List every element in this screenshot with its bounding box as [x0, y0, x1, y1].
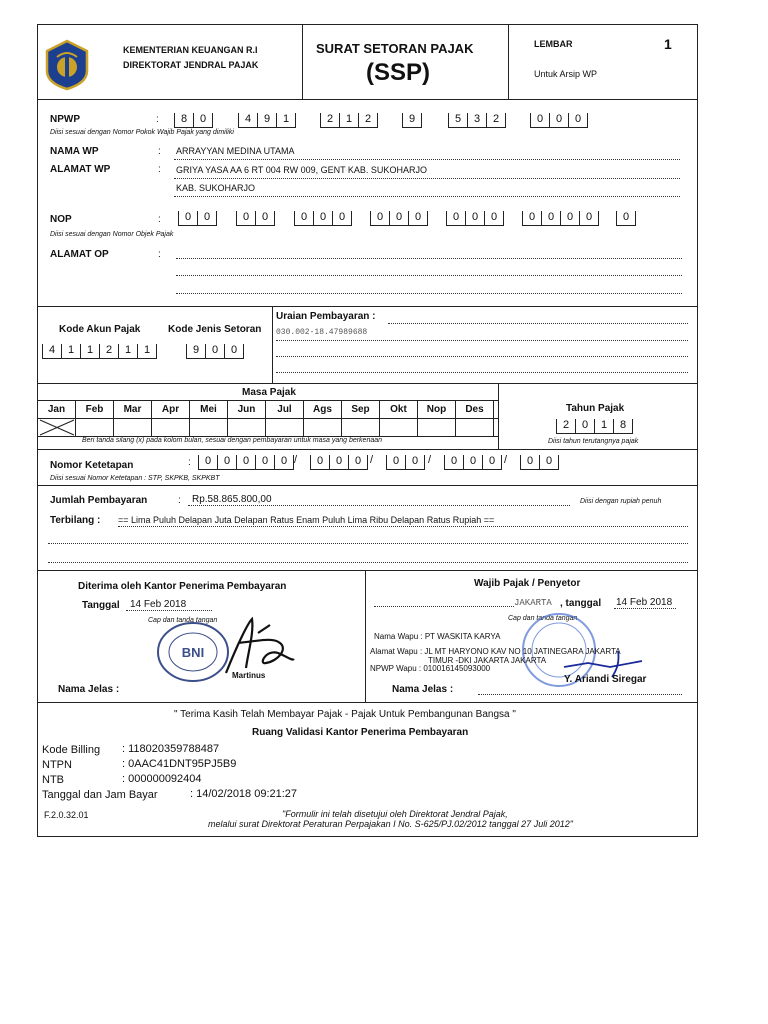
digit-box: 9: [408, 113, 416, 125]
digit-box: 0: [536, 113, 544, 125]
digit-box: 5: [454, 113, 462, 125]
alamat-wp-line2: KAB. SUKOHARJO: [176, 183, 256, 193]
digit-group: [446, 211, 504, 226]
digit-box: 0: [575, 419, 594, 433]
lembar-purpose: Untuk Arsip WP: [534, 69, 598, 79]
form-title: SURAT SETORAN PAJAK: [316, 41, 474, 56]
alamat-wapu: Alamat Wapu : JL MT HARYONO KAV NO 10 JATINEGARA JAKARTA: [370, 647, 621, 656]
form-number: F.2.0.32.01: [44, 810, 89, 820]
penerima-tanggal-value: 14 Feb 2018: [130, 599, 187, 610]
penerima-cap-note: Cap dan tanda tangan: [148, 617, 218, 624]
digit-group: [448, 113, 506, 128]
ntb-label: NTB: [42, 774, 64, 786]
npwp-wapu: NPWP Wapu : 010016145093000: [370, 664, 491, 673]
ketetapan-boxes: [198, 455, 618, 471]
digit-box: 9: [257, 113, 276, 127]
alamat-wp-label: ALAMAT WP: [50, 164, 111, 175]
terbilang-value: == Lima Puluh Delapan Juta Delapan Ratus Enam Puluh Lima Ribu Delapan Ratus Rupiah ==: [118, 515, 495, 525]
alamat-wapu-line2: TIMUR -DKI JAKARTA JAKARTA: [428, 656, 547, 665]
digit-group: [294, 211, 352, 226]
digit-box: 1: [118, 344, 137, 358]
nama-wp-value: ARRAYYAN MEDINA UTAMA: [176, 146, 295, 156]
digit-box: 1: [137, 344, 156, 358]
digit-group: [186, 344, 244, 359]
separator-slash: /: [428, 454, 432, 466]
npwp-colon: :: [156, 114, 159, 125]
digit-box: 0: [560, 211, 579, 225]
month-apr: Apr: [152, 401, 190, 418]
wajib-nama-label: Nama Jelas :: [392, 684, 454, 695]
month-nop: Nop: [418, 401, 456, 418]
month-checkbox-apr[interactable]: [152, 419, 190, 436]
month-checkbox-nop[interactable]: [418, 419, 456, 436]
digit-box: 1: [61, 344, 80, 358]
kode-billing-label: Kode Billing: [42, 744, 101, 756]
month-checkbox-jun[interactable]: [228, 419, 266, 436]
wajib-cap-note: Cap dan tanda tangan: [508, 615, 578, 622]
ketetapan-note: Diisi sesuai Nomor Ketetapan : STP, SKPKB, SKPKBT: [50, 475, 220, 482]
month-jun: Jun: [228, 401, 266, 418]
ketetapan-group: [444, 455, 502, 470]
digit-box: 0: [197, 211, 216, 225]
digit-box: 1: [80, 344, 99, 358]
masa-label: Masa Pajak: [242, 387, 296, 398]
digit-group: [320, 113, 378, 128]
month-checkbox-des[interactable]: [456, 419, 494, 436]
digit-box: 3: [467, 113, 486, 127]
kode-akun-boxes: [42, 344, 172, 360]
form-code: (SSP): [366, 59, 431, 86]
digit-box: 2: [562, 419, 570, 431]
digit-box: 0: [255, 211, 274, 225]
month-cell-row: [38, 419, 494, 436]
digit-box: 0: [332, 211, 351, 225]
penerima-tanggal-label: Tanggal: [82, 600, 120, 611]
digit-box: 0: [408, 211, 427, 225]
tanggal-bayar-label: Tanggal dan Jam Bayar: [42, 789, 158, 801]
penerima-signature-name: Martinus: [232, 671, 266, 680]
svg-text:BNI: BNI: [181, 645, 205, 660]
month-checkbox-feb[interactable]: [76, 419, 114, 436]
nop-label: NOP: [50, 214, 72, 225]
digit-box: 0: [622, 211, 630, 223]
digit-box: 9: [192, 344, 200, 356]
month-checkbox-ags[interactable]: [304, 419, 342, 436]
digit-group: [238, 113, 296, 128]
digit-box: 0: [205, 344, 224, 358]
digit-box: 4: [244, 113, 252, 125]
month-checkbox-jul[interactable]: [266, 419, 304, 436]
validasi-title: Ruang Validasi Kantor Penerima Pembayaran: [252, 727, 469, 738]
month-sep: Sep: [342, 401, 380, 418]
digit-box: 0: [463, 455, 482, 469]
digit-group: [42, 344, 157, 359]
ntpn-label: NTPN: [42, 759, 72, 771]
penerima-title: Diterima oleh Kantor Penerima Pembayaran: [78, 581, 287, 592]
digit-box: 0: [242, 211, 250, 223]
jumlah-colon: :: [178, 495, 181, 506]
digit-group: [174, 113, 213, 128]
kode-jenis-label: Kode Jenis Setoran: [168, 324, 262, 335]
digit-box: 0: [204, 455, 212, 467]
month-checkbox-mei[interactable]: [190, 419, 228, 436]
wajib-city: JAKARTA: [514, 598, 552, 608]
digit-box: 1: [276, 113, 295, 127]
digit-box: 0: [184, 211, 192, 223]
ministry-logo: [44, 39, 90, 91]
digit-box: 0: [465, 211, 484, 225]
tahun-boxes: [556, 419, 636, 435]
npwp-label: NPWP: [50, 114, 80, 125]
month-feb: Feb: [76, 401, 114, 418]
digit-box: 0: [376, 211, 384, 223]
digit-box: 0: [224, 344, 243, 358]
tahun-note: Diisi tahun terutangnya pajak: [548, 438, 639, 445]
digit-box: 0: [539, 455, 558, 469]
digit-box: 0: [316, 455, 324, 467]
kode-jenis-boxes: [186, 344, 256, 360]
separator-slash: /: [504, 454, 508, 466]
jumlah-value: Rp.58.865.800,00: [192, 494, 272, 505]
nop-boxes: [178, 211, 693, 227]
lembar-number: 1: [664, 36, 672, 52]
nama-wp-label: NAMA WP: [50, 146, 99, 157]
separator-slash: /: [370, 454, 374, 466]
digit-box: 0: [274, 455, 293, 469]
nop-note: Diisi sesuai dengan Nomor Objek Pajak: [50, 231, 174, 238]
npwp-note: Diisi sesuai dengan Nomor Pokok Wajib Pajak yang dimiliki: [50, 129, 234, 136]
digit-box: 0: [329, 455, 348, 469]
month-okt: Okt: [380, 401, 418, 418]
month-mar: Mar: [114, 401, 152, 418]
digit-group: [556, 419, 633, 434]
ministry-line2: DIREKTORAT JENDRAL PAJAK: [123, 60, 259, 70]
ketetapan-group: [310, 455, 368, 470]
month-header-row: [38, 401, 494, 418]
month-checkbox-mar[interactable]: [114, 419, 152, 436]
digit-box: 0: [484, 211, 503, 225]
tanggal-bayar-value: : 14/02/2018 09:21:27: [190, 788, 298, 800]
digit-group: [522, 211, 599, 226]
digit-group: [402, 113, 422, 128]
month-checkbox-okt[interactable]: [380, 419, 418, 436]
lembar-label: LEMBAR: [534, 39, 573, 49]
month-mei: Mei: [190, 401, 228, 418]
tahun-label: Tahun Pajak: [566, 403, 625, 414]
digit-box: 0: [568, 113, 587, 127]
jan-cross-mark: [38, 419, 76, 436]
digit-group: [236, 211, 275, 226]
ssp-form: [37, 24, 698, 837]
digit-box: 0: [541, 211, 560, 225]
digit-box: 0: [313, 211, 332, 225]
month-checkbox-sep[interactable]: [342, 419, 380, 436]
digit-box: 0: [528, 211, 536, 223]
month-jan: Jan: [38, 401, 76, 418]
alamat-wp-colon: :: [158, 164, 161, 175]
alamat-op-label: ALAMAT OP: [50, 249, 109, 260]
kode-akun-label: Kode Akun Pajak: [59, 324, 141, 335]
month-jul: Jul: [266, 401, 304, 418]
approval-line2: melalui surat Direktorat Peraturan Perpajakan I No. S-625/PJ.02/2012 tanggal 27 Juli 2012": [208, 819, 573, 829]
jumlah-label: Jumlah Pembayaran: [50, 495, 148, 506]
month-ags: Ags: [304, 401, 342, 418]
wajib-tanggal-label: , tanggal: [560, 598, 602, 609]
terbilang-label: Terbilang :: [50, 515, 101, 526]
digit-box: 0: [217, 455, 236, 469]
masa-note: Beri tanda silang (x) pada kolom bulan, sesuai dengan pembayaran untuk masa yang berkenaan: [82, 437, 383, 444]
digit-box: 1: [594, 419, 613, 433]
digit-box: 0: [482, 455, 501, 469]
digit-box: 1: [339, 113, 358, 127]
ketetapan-colon: :: [188, 457, 191, 468]
digit-box: 2: [486, 113, 505, 127]
approval-line1: "Formulir ini telah disetujui oleh Direktorat Jendral Pajak,: [282, 809, 508, 819]
digit-box: 0: [255, 455, 274, 469]
ketetapan-group: [386, 455, 425, 470]
digit-box: 0: [389, 211, 408, 225]
digit-box: 8: [613, 419, 632, 433]
nop-colon: :: [158, 214, 161, 225]
digit-box: 0: [450, 455, 458, 467]
ntpn-value: : 0AAC41DNT95PJ5B9: [122, 758, 237, 770]
digit-box: 0: [348, 455, 367, 469]
ketetapan-group: [198, 455, 294, 470]
digit-group: [530, 113, 588, 128]
nama-wapu: Nama Wapu : PT WASKITA KARYA: [374, 632, 501, 641]
ketetapan-label: Nomor Ketetapan: [50, 460, 134, 471]
digit-box: 0: [392, 455, 400, 467]
digit-box: 0: [300, 211, 308, 223]
uraian-value: 030.002-18.47989688: [276, 328, 368, 337]
digit-box: 2: [326, 113, 334, 125]
digit-box: 2: [99, 344, 118, 358]
digit-box: 0: [405, 455, 424, 469]
digit-box: 0: [549, 113, 568, 127]
digit-box: 0: [452, 211, 460, 223]
digit-group: [616, 211, 636, 226]
ntb-value: : 000000092404: [122, 773, 202, 785]
digit-box: 4: [48, 344, 56, 356]
alamat-wp-line1: GRIYA YASA AA 6 RT 004 RW 009, GENT KAB. SUKOHARJO: [176, 165, 427, 175]
month-des: Des: [456, 401, 494, 418]
digit-box: 0: [579, 211, 598, 225]
alamat-op-colon: :: [158, 249, 161, 260]
penerima-nama-label: Nama Jelas :: [58, 684, 120, 695]
separator-slash: /: [294, 454, 298, 466]
kode-billing-value: : 118020359788487: [122, 743, 220, 755]
jumlah-note: Diisi dengan rupiah penuh: [580, 498, 662, 505]
ministry-line1: KEMENTERIAN KEUANGAN R.I: [123, 45, 258, 55]
uraian-label: Uraian Pembayaran :: [276, 311, 376, 322]
wajib-tanggal-value: 14 Feb 2018: [616, 597, 673, 608]
npwp-boxes: [174, 113, 694, 129]
ketetapan-group: [520, 455, 559, 470]
digit-group: [370, 211, 428, 226]
digit-box: 2: [358, 113, 377, 127]
digit-group: [178, 211, 217, 226]
digit-box: 0: [236, 455, 255, 469]
digit-box: 8: [180, 113, 188, 125]
wajib-signer: Y. Ariandi Siregar: [564, 674, 647, 685]
nama-wp-colon: :: [158, 146, 161, 157]
digit-box: 0: [526, 455, 534, 467]
footer-slogan: " Terima Kasih Telah Membayar Pajak - Pajak Untuk Pembangunan Bangsa ": [174, 709, 516, 720]
wajib-title: Wajib Pajak / Penyetor: [474, 578, 581, 589]
digit-box: 0: [193, 113, 212, 127]
